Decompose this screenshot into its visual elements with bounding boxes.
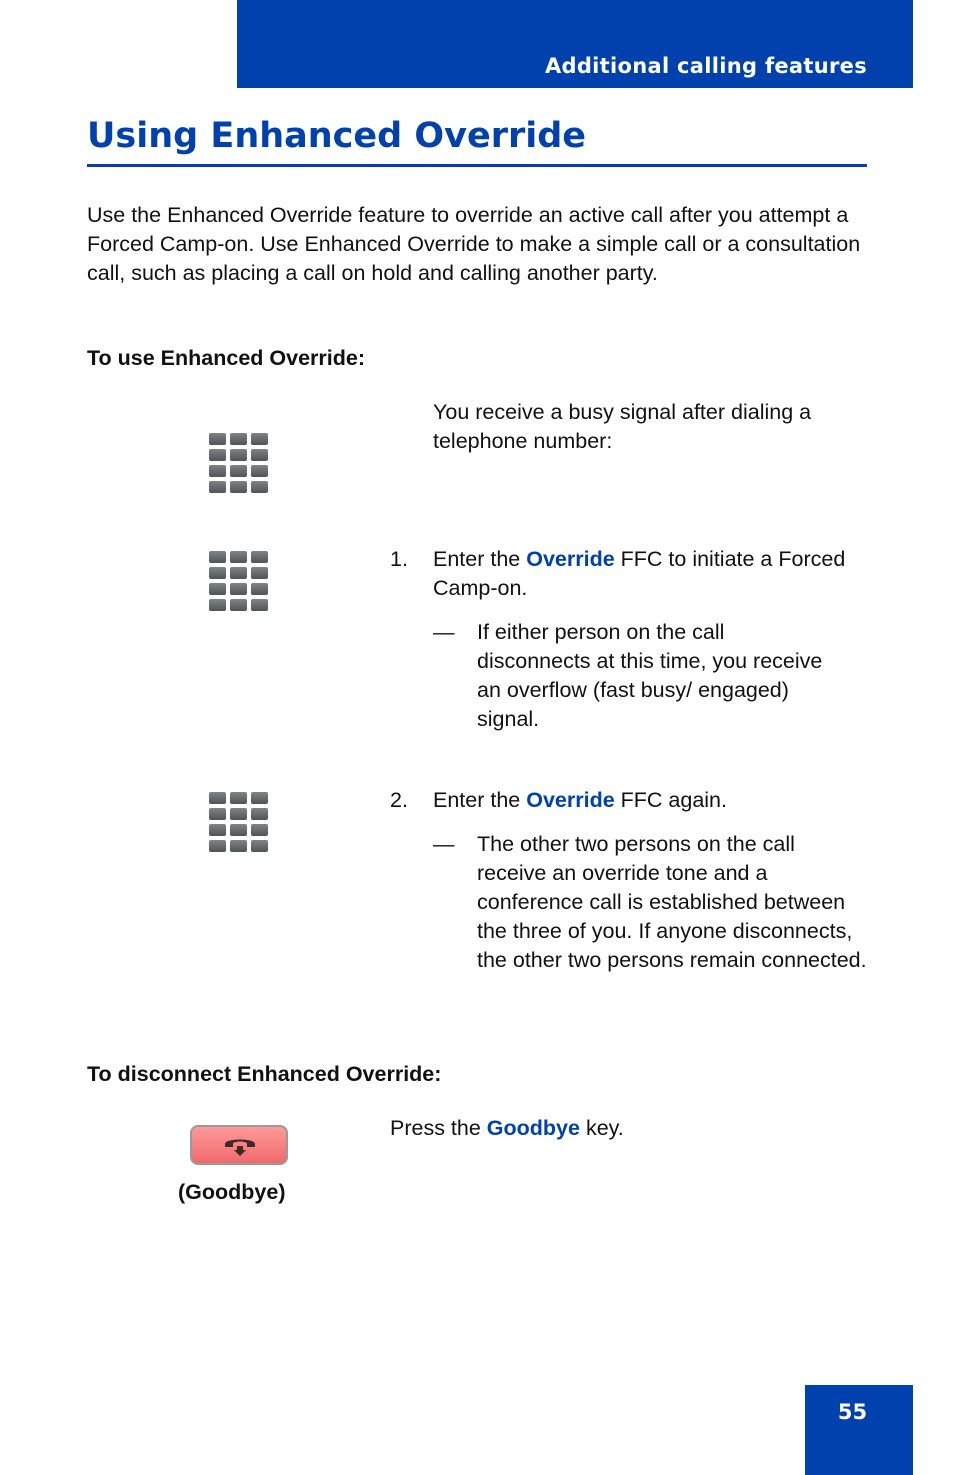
page-number-box <box>805 1385 913 1475</box>
keypad-icon <box>209 433 269 493</box>
override-key-label: Override <box>526 788 615 812</box>
goodbye-key-icon <box>190 1125 288 1165</box>
step-text: Enter the Override FFC again. <box>433 788 727 812</box>
section-title: Additional calling features <box>544 54 867 78</box>
keypad-key <box>209 808 226 820</box>
page-title: Using Enhanced Override <box>87 116 587 156</box>
keypad-key <box>251 465 268 477</box>
keypad-key <box>209 567 226 579</box>
override-key-label: Override <box>526 547 615 571</box>
keypad-key <box>209 599 226 611</box>
keypad-key <box>209 481 226 493</box>
page-number: 55 <box>837 1400 868 1424</box>
step-number: 2. <box>390 788 408 812</box>
keypad-key <box>251 792 268 804</box>
keypad-key <box>209 840 226 852</box>
keypad-key <box>209 433 226 445</box>
keypad-key <box>230 840 247 852</box>
keypad-key <box>251 481 268 493</box>
keypad-key <box>230 465 247 477</box>
keypad-key <box>251 433 268 445</box>
keypad-key <box>209 465 226 477</box>
keypad-key <box>251 840 268 852</box>
keypad-key <box>230 583 247 595</box>
goodbye-key-label: Goodbye <box>486 1116 580 1140</box>
title-rule <box>87 164 867 167</box>
keypad-key <box>251 599 268 611</box>
step-number: 1. <box>390 547 408 571</box>
keypad-key <box>251 567 268 579</box>
keypad-key <box>230 551 247 563</box>
keypad-key <box>230 824 247 836</box>
goodbye-caption: (Goodbye) <box>178 1180 286 1204</box>
keypad-key <box>230 481 247 493</box>
header-bar <box>237 0 913 88</box>
keypad-key <box>209 792 226 804</box>
keypad-key <box>209 449 226 461</box>
note-dash: — <box>433 832 455 856</box>
keypad-key <box>209 551 226 563</box>
intro-paragraph: Use the Enhanced Override feature to override an active call after you attempt a Forced Camp-on. Use Enhanced Override to make a simple call or a consultation call, such as placing a call on hold and calling another party. <box>87 203 861 285</box>
step-note: The other two persons on the call receive an override tone and a conference call is established between the three of you. If anyone disconnects, the other two persons remain connected. <box>477 832 867 972</box>
keypad-key <box>230 567 247 579</box>
use-heading: To use Enhanced Override: <box>87 346 365 370</box>
keypad-key <box>251 808 268 820</box>
keypad-key <box>230 433 247 445</box>
keypad-key <box>251 551 268 563</box>
keypad-key <box>230 449 247 461</box>
keypad-key <box>230 792 247 804</box>
keypad-key <box>251 449 268 461</box>
pre-step-text: You receive a busy signal after dialing a telephone number: <box>433 400 812 453</box>
keypad-key <box>230 808 247 820</box>
note-dash: — <box>433 620 455 644</box>
step-text: Enter the Override FFC to initiate a Forced Camp-on. <box>433 547 846 600</box>
handset-down-icon <box>223 1135 257 1157</box>
disconnect-heading: To disconnect Enhanced Override: <box>87 1062 442 1086</box>
disconnect-text: Press the Goodbye key. <box>390 1116 624 1140</box>
step-note: If either person on the call disconnects at this time, you receive an overflow (fast busy/ engaged) signal. <box>477 620 823 731</box>
keypad-key <box>209 824 226 836</box>
keypad-key <box>251 824 268 836</box>
keypad-key <box>209 583 226 595</box>
keypad-key <box>251 583 268 595</box>
keypad-icon <box>209 792 269 852</box>
keypad-key <box>230 599 247 611</box>
keypad-icon <box>209 551 269 611</box>
